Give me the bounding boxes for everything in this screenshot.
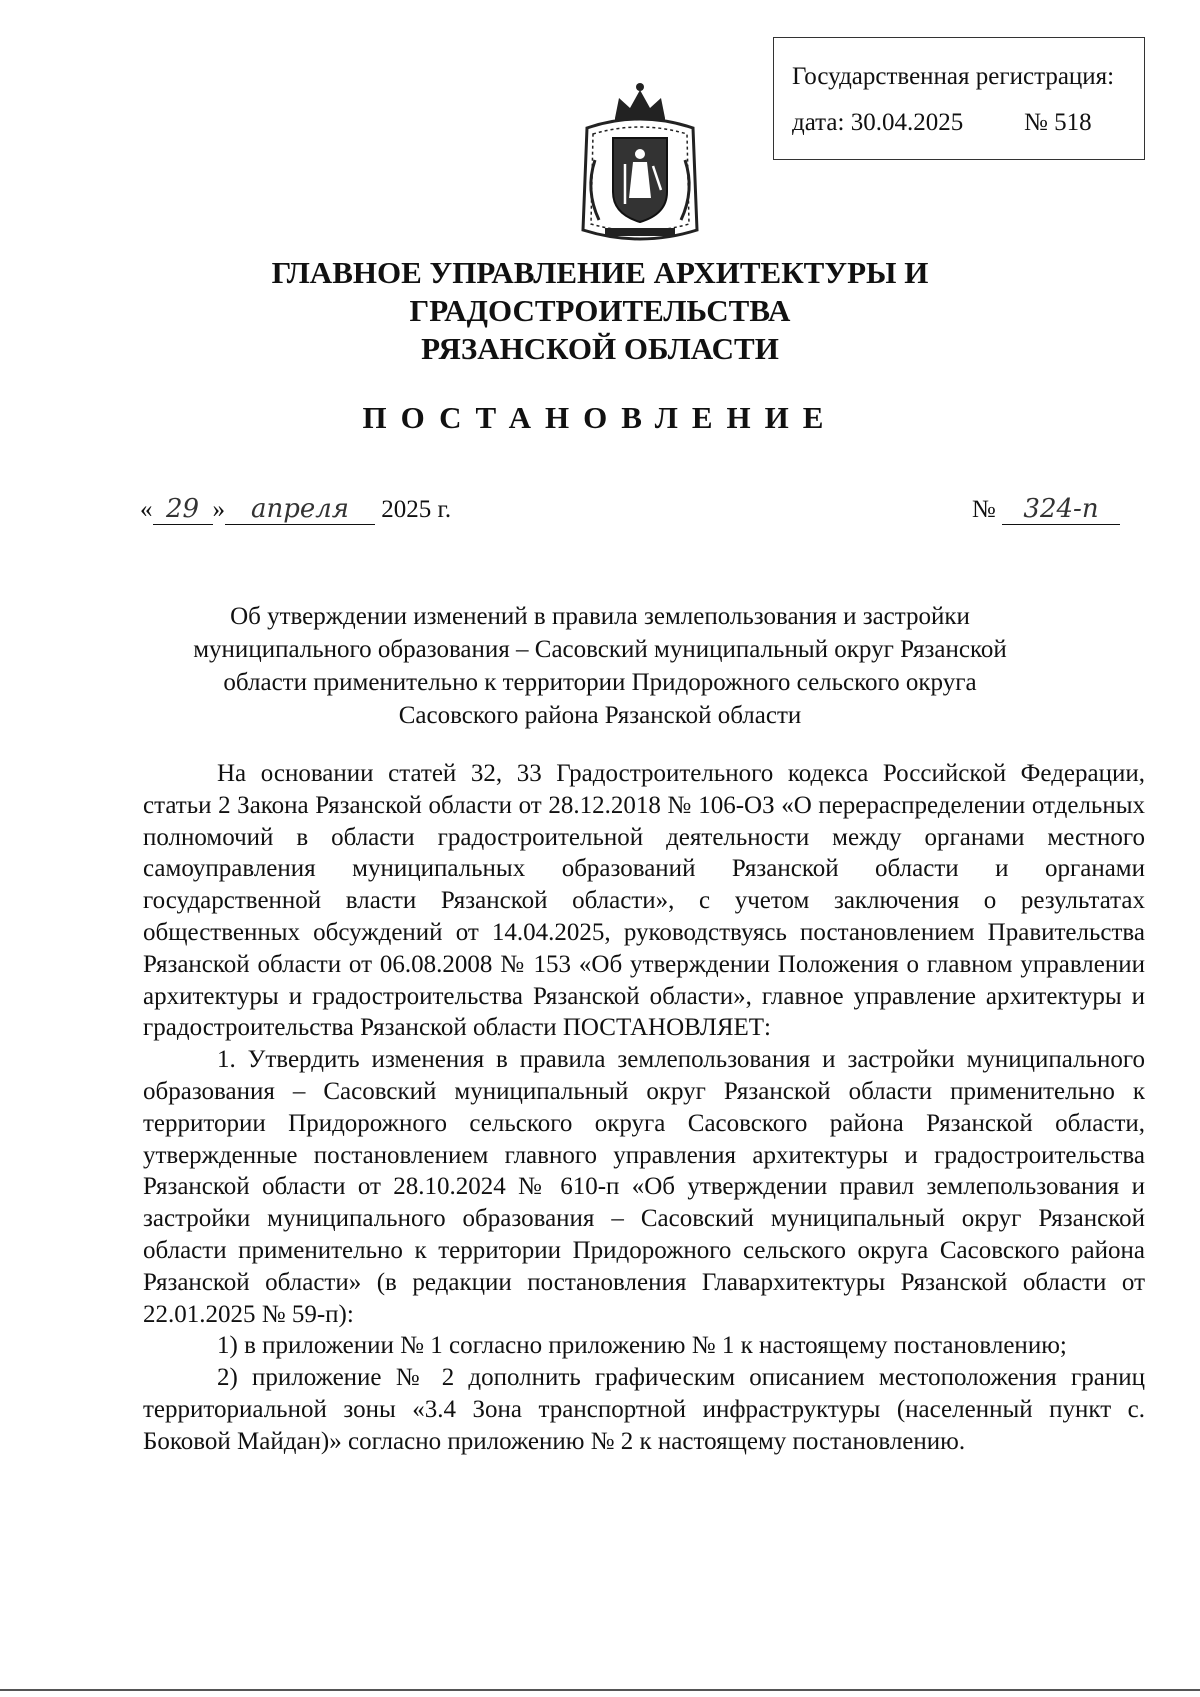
agency-name-line1: ГЛАВНОЕ УПРАВЛЕНИЕ АРХИТЕКТУРЫ И ГРАДОСТРОИТЕЛЬСТВА (271, 255, 929, 328)
registration-title: Государственная регистрация: (792, 63, 1115, 90)
document-title: ПОСТАНОВЛЕНИЕ (362, 400, 838, 435)
date-close-quote: » (212, 496, 225, 523)
document-body (143, 758, 1145, 1458)
date-year: 2025 г. (381, 496, 452, 523)
agency-name-line2: РЯЗАНСКОЙ ОБЛАСТИ (421, 331, 779, 366)
body-paragraph-preamble: На основании статей 32, 33 Градостроительного кодекса Российской Федерации, статьи 2 Закона Рязанской области от 28.12.2018 № 106-ОЗ «О перераспределении отдельных полномочий в области градостроительной деятельности между органами местного самоуправления муниципальных образований Рязанской области и органами государственной власти Рязанской области», с учетом заключения о результатах общественных обсуждений от 14.04.2025, руководствуясь постановлением Правительства Рязанской области от 06.08.2008 № 153 «Об утверждении Положения о главном управлении архитектуры и градостроительства Рязанской области», главное управление архитектуры и градостроительства Рязанской области ПОСТАНОВЛЯЕТ: (143, 760, 1145, 1042)
subject-line3: области применительно к территории Придорожного сельского округа (223, 669, 977, 696)
registration-number: № 518 (1024, 109, 1092, 136)
subject-line2: муниципального образования – Сасовский муниципальный округ Рязанской (193, 636, 1007, 663)
body-paragraph-subitem-1: 1) в приложении № 1 согласно приложению № 1 к настоящему постановлению; (217, 1332, 1067, 1360)
date-open-quote: « (140, 496, 153, 523)
subject-line1: Об утверждении изменений в правила землепользования и застройки (230, 603, 970, 630)
page-bottom-divider (0, 1689, 1200, 1691)
document-number-prefix: № (971, 496, 996, 523)
ryazan-coat-of-arms-icon (575, 80, 705, 250)
date-day-handwritten: 29 (153, 494, 213, 525)
registration-date: дата: 30.04.2025 (792, 109, 964, 136)
date-month-handwritten: апреля (225, 494, 375, 525)
agency-name (80, 254, 1120, 368)
document-date (140, 494, 451, 525)
document-number-handwritten: 324-п (1002, 494, 1120, 525)
body-paragraph-subitem-2: 2) приложение № 2 дополнить графическим описанием местоположения границ территориальной зоны «3.4 Зона транспортной инфраструктуры (населенный пункт с. Боковой Майдан)» согласно приложению № 2 к настоящему постановлению. (143, 1364, 1145, 1455)
document-subject (150, 600, 1050, 732)
registration-stamp (773, 37, 1145, 160)
subject-line4: Сасовского района Рязанской области (398, 702, 802, 729)
document-number (972, 494, 1120, 525)
body-paragraph-item-1: 1. Утвердить изменения в правила землепользования и застройки муниципального образования – Сасовский муниципальный округ Рязанской области применительно к территории Придорожного сельского округа Сасовского района Рязанской области, утвержденные постановлением главного управления архитектуры и градостроительства Рязанской области от 28.10.2024 № 610-п «Об утверждении правил землепользования и застройки муниципального образования – Сасовский муниципальный округ Рязанской области применительно к территории Придорожного сельского округа Сасовского района Рязанской области» (в редакции постановления Главархитектуры Рязанской области от 22.01.2025 № 59-п): (143, 1046, 1145, 1328)
